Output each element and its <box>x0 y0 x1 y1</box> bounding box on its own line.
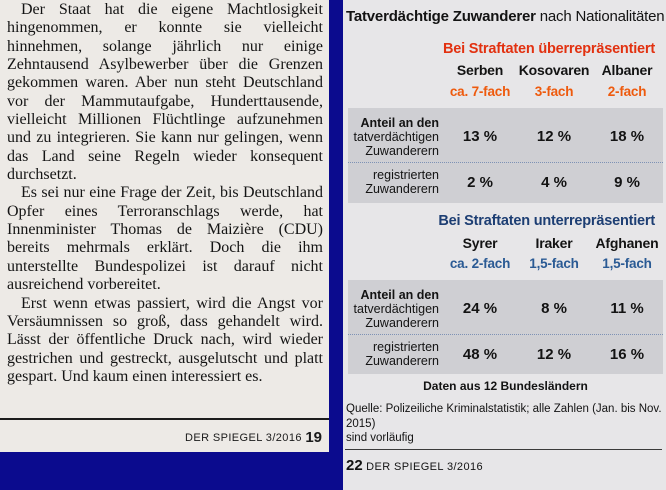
article-paragraph: Es sei nur eine Frage der Zeit, bis Deutschland Opfer eines Terroranschlags werde, hat Innenminister Thomas de Maizière (CDU) bereits mehrmals erklärt. Doch die ihm unterstellte Bundespolizei ist darauf nicht ausreichend vorbereitet. <box>7 184 323 294</box>
row-label-line: Zuwanderern <box>365 315 439 330</box>
column-header: Iraker <box>535 235 573 251</box>
table-value: 16 % <box>609 345 645 363</box>
data-table-underrepresented <box>348 280 663 374</box>
magazine-issue-label: DER SPIEGEL 3/2016 <box>185 432 306 444</box>
column-header: Kosovaren <box>518 62 590 78</box>
row-label <box>348 168 443 196</box>
row-label <box>348 340 443 368</box>
row-label-line: Anteil an den <box>360 287 439 302</box>
spacer-cell <box>348 84 443 99</box>
table-value: 8 % <box>541 300 567 317</box>
infographic-page <box>343 0 666 490</box>
factor-value: ca. 7-fach <box>449 84 511 99</box>
spacer-cell <box>348 62 443 78</box>
article-body <box>7 1 323 386</box>
column-header: Afghanen <box>595 235 659 251</box>
row-label-line: tatverdächtigen <box>353 129 439 144</box>
table-value: 9 % <box>614 173 640 191</box>
table-value: 2 % <box>467 173 493 191</box>
table-row <box>348 280 663 334</box>
column-headers-overrepresented <box>348 62 663 78</box>
source-note <box>346 402 664 446</box>
spacer-cell <box>348 235 443 251</box>
row-label-line: registrierten <box>373 340 439 354</box>
article-paragraph: Der Staat hat die eigene Machtlosigkeit hingenommen, er konnte sie vielleicht hinnehmen, solange jährlich nur einige Zehntausend Asylbewerber über die Grenzen gekommen waren. Aber nun steht Deutschland vor der Mammutaufgabe, Hunderttausende, vielleicht Millionen Flüchtlinge aufzunehmen und zu integrieren. Sie kann nur gelingen, wenn das Land seine Regeln wieder konsequent durchsetzt. <box>7 1 323 184</box>
factor-row-overrepresented <box>348 84 663 99</box>
row-label <box>348 116 443 158</box>
table-value: 11 % <box>610 300 644 317</box>
spacer-cell <box>348 256 443 271</box>
navy-bottom-band <box>0 452 343 490</box>
page-number: 19 <box>305 429 322 446</box>
column-header: Syrer <box>462 235 498 251</box>
table-value: 24 % <box>462 300 498 317</box>
table-value: 12 % <box>536 345 572 363</box>
left-page-footer <box>185 429 322 446</box>
row-label-line: Zuwanderern <box>365 182 439 196</box>
table-value: 48 % <box>462 345 498 363</box>
section-heading-underrepresented: Bei Straftaten unterrepräsentiert <box>438 213 655 229</box>
table-value: 18 % <box>609 128 645 145</box>
row-label-line: registrierten <box>373 168 439 182</box>
footer-divider-rule <box>0 418 329 420</box>
row-label-line: Anteil an den <box>360 115 439 130</box>
infographic-title-bold: Tatverdächtige Zuwanderer <box>346 8 536 25</box>
data-table-overrepresented <box>348 108 663 203</box>
left-article-page <box>0 0 329 452</box>
table-row <box>348 334 663 373</box>
data-scope-caption: Daten aus 12 Bundesländern <box>423 379 588 393</box>
right-page-footer <box>346 457 483 475</box>
infographic-title <box>346 8 664 25</box>
factor-value: ca. 2-fach <box>449 256 511 271</box>
column-header: Serben <box>456 62 504 78</box>
row-label <box>348 288 443 330</box>
factor-value: 3-fach <box>534 84 574 99</box>
table-row <box>348 108 663 162</box>
factor-value: 2-fach <box>607 84 647 99</box>
source-line: sind vorläufig <box>346 432 414 444</box>
row-label-line: Zuwanderern <box>365 143 439 158</box>
table-value: 13 % <box>462 128 498 145</box>
column-header: Albaner <box>601 62 653 78</box>
navy-page-divider <box>329 0 343 490</box>
row-label-line: Zuwanderern <box>365 354 439 368</box>
page-number: 22 <box>346 457 363 474</box>
row-label-line: tatverdächtigen <box>353 301 439 316</box>
table-value: 12 % <box>536 128 572 145</box>
table-row <box>348 162 663 201</box>
table-value: 4 % <box>541 173 567 191</box>
factor-row-underrepresented <box>348 256 663 271</box>
source-line: Quelle: Polizeiliche Kriminalstatistik; alle Zahlen (Jan. bis Nov. 2015) <box>346 403 662 430</box>
magazine-issue-label: DER SPIEGEL 3/2016 <box>362 461 483 473</box>
infographic-title-rest: nach Nationalitäten <box>535 8 665 25</box>
column-headers-underrepresented <box>348 235 663 251</box>
factor-value: 1,5-fach <box>602 256 652 271</box>
footer-divider-rule <box>345 449 662 450</box>
factor-value: 1,5-fach <box>529 256 579 271</box>
section-heading-overrepresented: Bei Straftaten überrepräsentiert <box>443 41 655 57</box>
article-paragraph: Erst wenn etwas passiert, wird die Angst vor Versäumnissen so groß, dass gehandelt wird. Lässt der öffentliche Druck nach, wird wieder gestrichen und gestreckt, ausgelutscht und platt gespart. Und kaum einen interessiert es. <box>7 294 323 385</box>
